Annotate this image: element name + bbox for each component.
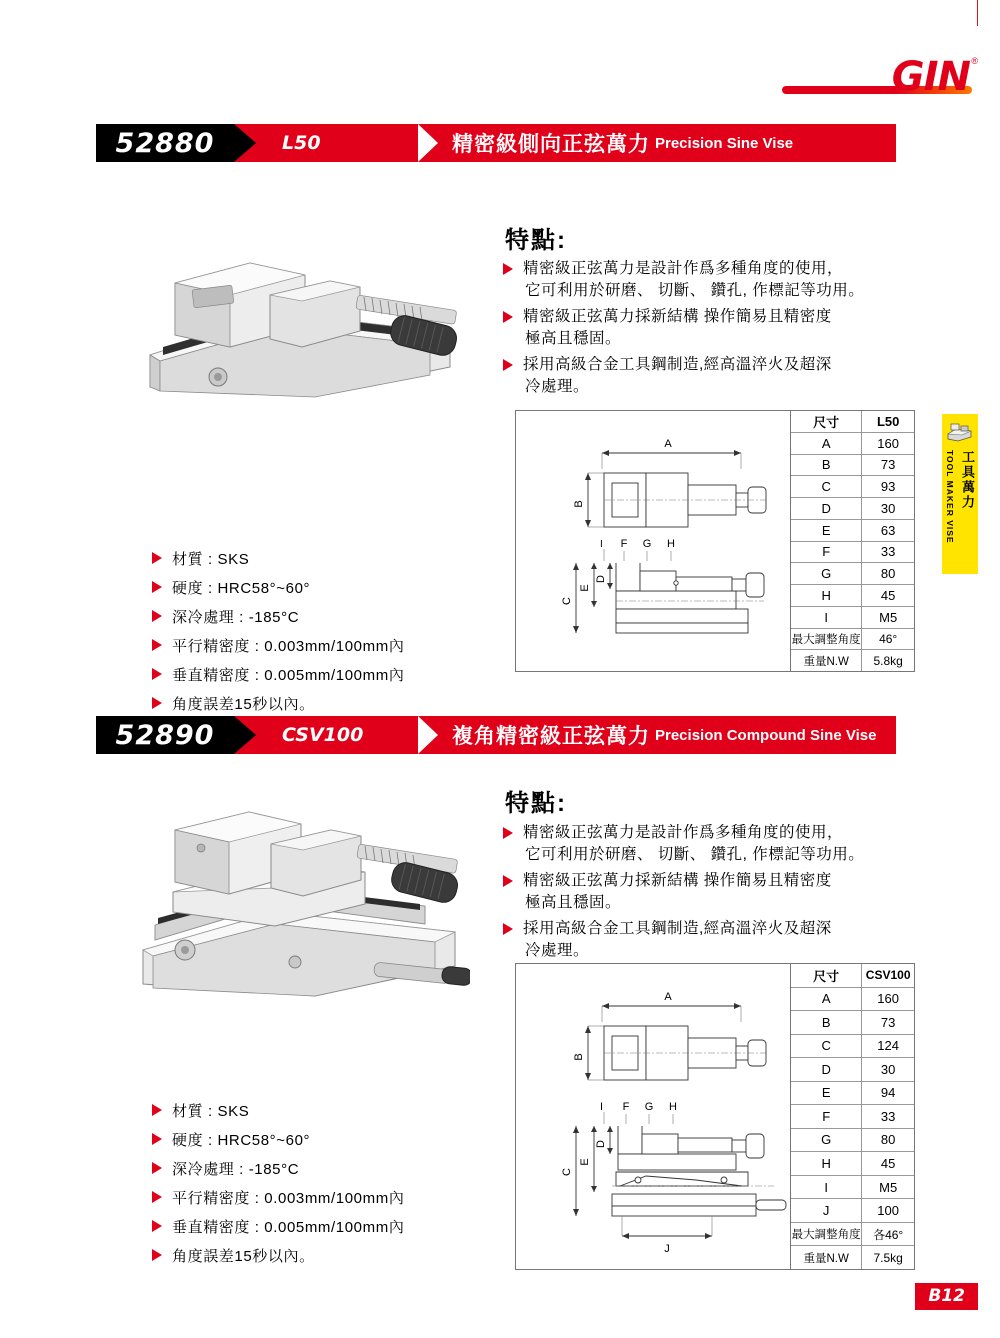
table-cell: D (791, 498, 862, 519)
table-row (791, 988, 914, 1012)
table-cell: C (791, 1035, 862, 1058)
feature-line: 冷處理。 (525, 378, 590, 395)
product-code-1: 52880 (96, 124, 234, 162)
table-cell: F (791, 542, 862, 563)
spec-table-1 (790, 411, 914, 671)
product-title-cn-2: 複角精密級正弦萬力 (452, 725, 650, 748)
feature-line: 它可利用於研磨、 切斷、 鑽孔, 作標記等功用。 (525, 846, 865, 863)
spec-list-2 (152, 1100, 482, 1274)
table-cell: B (791, 1011, 862, 1034)
table-row (791, 1105, 914, 1129)
spec-item (152, 635, 482, 656)
features-heading-2: 特點: (505, 790, 567, 817)
table-cell: 100 (877, 1203, 899, 1219)
table-cell: C (791, 476, 862, 497)
dim-label-E: E (579, 1158, 591, 1166)
feature-line: 它可利用於研磨、 切斷、 鑽孔, 作標記等功用。 (525, 282, 865, 299)
spec-item (152, 1216, 482, 1237)
feature-line: 精密級正弦萬力採新結構 操作簡易且精密度 (523, 872, 832, 889)
bullet-icon (152, 581, 162, 593)
features-list-1 (503, 258, 903, 402)
table-cell: 各46° (873, 1227, 904, 1242)
bullet-icon (503, 263, 513, 275)
table-cell: 80 (880, 566, 896, 582)
table-row (791, 607, 914, 629)
table-cell: G (791, 1129, 862, 1152)
bullet-icon (152, 1220, 162, 1232)
feature-item (503, 918, 903, 962)
brand-logo (768, 52, 978, 98)
spec-text: 角度誤差15秒以內。 (172, 1248, 315, 1265)
feature-item (503, 870, 903, 914)
spec-text: 深冷處理 : -185°C (172, 1161, 300, 1178)
spec-text: 深冷處理 : -185°C (172, 609, 300, 626)
table-cell: 最大調整角度 (791, 629, 862, 650)
section-side-tab[interactable] (942, 414, 978, 574)
feature-line: 採用高級合金工具鋼制造,經高溫淬火及超深 (523, 356, 832, 373)
corner-crop-mark (977, 0, 978, 26)
product-title-en-2: Precision Compound Sine Vise (655, 726, 877, 744)
bullet-icon (503, 359, 513, 371)
product-header-band-2 (96, 716, 896, 754)
bullet-icon (152, 1249, 162, 1261)
technical-drawing-1 (516, 411, 792, 671)
table-row (791, 1058, 914, 1082)
dim-label-J: J (664, 1243, 670, 1255)
spec-table-2 (790, 964, 914, 1269)
spec-item (152, 693, 482, 714)
spec-text: 材質 : SKS (172, 1103, 250, 1120)
table-cell: M5 (879, 1179, 898, 1195)
table-row (791, 520, 914, 542)
spec-item (152, 606, 482, 627)
feature-item (503, 354, 903, 398)
bullet-icon (503, 311, 513, 323)
bullet-icon (152, 610, 162, 622)
table-row (791, 1246, 914, 1269)
feature-line: 極高且穩固。 (525, 894, 622, 911)
table-cell: H (791, 585, 862, 606)
table-cell: B (791, 455, 862, 476)
table-row (791, 1223, 914, 1247)
spec-text: 平行精密度 : 0.003mm/100mm內 (172, 1190, 405, 1207)
feature-item (503, 306, 903, 350)
table-cell: H (791, 1152, 862, 1175)
drawing-table-block-2 (515, 963, 915, 1270)
spec-item (152, 548, 482, 569)
dim-label-E: E (579, 584, 591, 592)
table-cell: 30 (880, 1061, 896, 1077)
table-cell: 160 (877, 991, 899, 1007)
dim-label-A: A (664, 438, 672, 450)
table-row (791, 1176, 914, 1200)
dim-label-B: B (573, 1053, 585, 1061)
table-header-cell: 尺寸 (791, 411, 862, 432)
bullet-icon (152, 1191, 162, 1203)
table-header-cell: L50 (876, 413, 900, 429)
table-row (791, 433, 914, 455)
table-header-cell: 尺寸 (791, 964, 862, 987)
table-row (791, 650, 914, 671)
product-code-2: 52890 (96, 716, 234, 754)
band-arrow-icon (234, 124, 256, 162)
spec-item (152, 1129, 482, 1150)
table-cell: D (791, 1058, 862, 1081)
feature-item (503, 822, 903, 866)
table-cell: 45 (880, 1156, 896, 1172)
features-list-2 (503, 822, 903, 966)
product-photo-2 (125, 800, 470, 1005)
table-cell: 73 (880, 1014, 896, 1030)
feature-line: 精密級正弦萬力採新結構 操作簡易且精密度 (523, 308, 832, 325)
table-header-row (791, 411, 914, 433)
band-arrow-icon (234, 716, 256, 754)
table-cell: A (791, 433, 862, 454)
product-header-band-1 (96, 124, 896, 162)
dim-label-I: I (600, 1101, 604, 1113)
logo-trademark-icon: ® (971, 56, 978, 66)
table-cell: E (791, 520, 862, 541)
table-cell: F (791, 1105, 862, 1128)
logo-text: GIN (891, 54, 970, 100)
spec-item (152, 1245, 482, 1266)
table-row (791, 629, 914, 651)
table-row (791, 476, 914, 498)
feature-line: 採用高級合金工具鋼制造,經高溫淬火及超深 (523, 920, 832, 937)
dim-label-H: H (669, 1101, 677, 1113)
band-separator-icon (418, 124, 438, 162)
spec-text: 平行精密度 : 0.003mm/100mm內 (172, 638, 405, 655)
spec-item (152, 577, 482, 598)
table-cell: 33 (880, 1108, 896, 1124)
dim-label-C: C (561, 1168, 573, 1176)
table-cell: 33 (880, 544, 896, 560)
table-row (791, 585, 914, 607)
table-cell: E (791, 1082, 862, 1105)
spec-text: 材質 : SKS (172, 551, 250, 568)
spec-item (152, 1100, 482, 1121)
dim-label-F: F (620, 538, 628, 550)
spec-item (152, 1187, 482, 1208)
feature-line: 極高且穩固。 (525, 330, 622, 347)
dim-label-D: D (595, 575, 607, 583)
table-row (791, 1082, 914, 1106)
table-cell: I (791, 1176, 862, 1199)
table-header-cell: CSV100 (865, 968, 911, 983)
spec-text: 垂直精密度 : 0.005mm/100mm內 (172, 667, 405, 684)
spec-text: 垂直精密度 : 0.005mm/100mm內 (172, 1219, 405, 1236)
bullet-icon (152, 1104, 162, 1116)
spec-item (152, 664, 482, 685)
table-cell: 160 (877, 435, 899, 451)
dim-label-A: A (664, 991, 672, 1003)
product-title-en-1: Precision Sine Vise (655, 134, 794, 152)
side-tab-label-cn: 工具萬力 (960, 450, 975, 510)
table-cell: 7.5kg (873, 1250, 903, 1265)
table-row (791, 1199, 914, 1223)
table-cell: A (791, 988, 862, 1011)
table-cell: 46° (879, 631, 898, 646)
feature-line: 冷處理。 (525, 942, 590, 959)
svg-text:I: I (600, 539, 603, 550)
page-number: B12 (915, 1283, 978, 1310)
table-row (791, 1035, 914, 1059)
table-cell: 93 (880, 479, 896, 495)
table-cell: 124 (877, 1038, 899, 1054)
table-cell: 5.8kg (873, 653, 903, 668)
table-cell: I (791, 607, 862, 628)
spec-text: 角度誤差15秒以內。 (172, 696, 315, 713)
table-cell: 30 (880, 500, 896, 516)
table-cell: M5 (879, 609, 898, 625)
table-cell: G (791, 563, 862, 584)
product-model-1: L50 (282, 132, 321, 154)
dim-label-B: B (573, 500, 585, 508)
table-cell: 重量N.W (791, 650, 862, 671)
spec-text: 硬度 : HRC58°~60° (172, 1132, 311, 1149)
bullet-icon (152, 639, 162, 651)
table-cell: 45 (880, 587, 896, 603)
table-cell: J (791, 1199, 862, 1222)
table-cell: 63 (880, 522, 896, 538)
bullet-icon (503, 923, 513, 935)
table-row (791, 1152, 914, 1176)
product-title-1 (452, 124, 793, 162)
table-row (791, 1011, 914, 1035)
spec-text: 硬度 : HRC58°~60° (172, 580, 311, 597)
table-cell: 最大調整角度 (791, 1223, 862, 1246)
drawing-table-block-1 (515, 410, 915, 672)
product-model-2: CSV100 (282, 724, 364, 746)
table-row (791, 455, 914, 477)
bullet-icon (152, 697, 162, 709)
technical-drawing-2 (516, 964, 792, 1269)
table-cell: 重量N.W (791, 1246, 862, 1269)
table-row (791, 1129, 914, 1153)
bullet-icon (503, 875, 513, 887)
product-photo-1 (130, 235, 460, 410)
feature-line: 精密級正弦萬力是設計作爲多種角度的使用， (523, 824, 844, 841)
table-cell: 80 (880, 1132, 896, 1148)
spec-list-1 (152, 548, 482, 722)
bullet-icon (152, 1133, 162, 1145)
dim-label-H: H (667, 538, 675, 550)
product-title-cn-1: 精密級側向正弦萬力 (452, 133, 650, 156)
features-heading-1: 特點: (505, 227, 567, 254)
side-tab-label-en: TOOL MAKER VISE (945, 450, 955, 544)
table-cell: 94 (880, 1085, 896, 1101)
spec-item (152, 1158, 482, 1179)
table-header-row (791, 964, 914, 988)
dim-label-F: F (622, 1101, 630, 1113)
bullet-icon (152, 668, 162, 680)
bullet-icon (152, 1162, 162, 1174)
table-row (791, 542, 914, 564)
bullet-icon (152, 552, 162, 564)
band-separator-icon (418, 716, 438, 754)
product-title-2 (452, 716, 876, 754)
dim-label-C: C (561, 597, 573, 605)
dim-label-G: G (644, 1101, 654, 1113)
bullet-icon (503, 827, 513, 839)
vise-icon (946, 420, 974, 444)
table-row (791, 498, 914, 520)
dim-label-G: G (642, 538, 652, 550)
feature-line: 精密級正弦萬力是設計作爲多種角度的使用， (523, 260, 844, 277)
table-row (791, 563, 914, 585)
table-cell: 73 (880, 457, 896, 473)
dim-label-D: D (595, 1140, 607, 1148)
feature-item (503, 258, 903, 302)
